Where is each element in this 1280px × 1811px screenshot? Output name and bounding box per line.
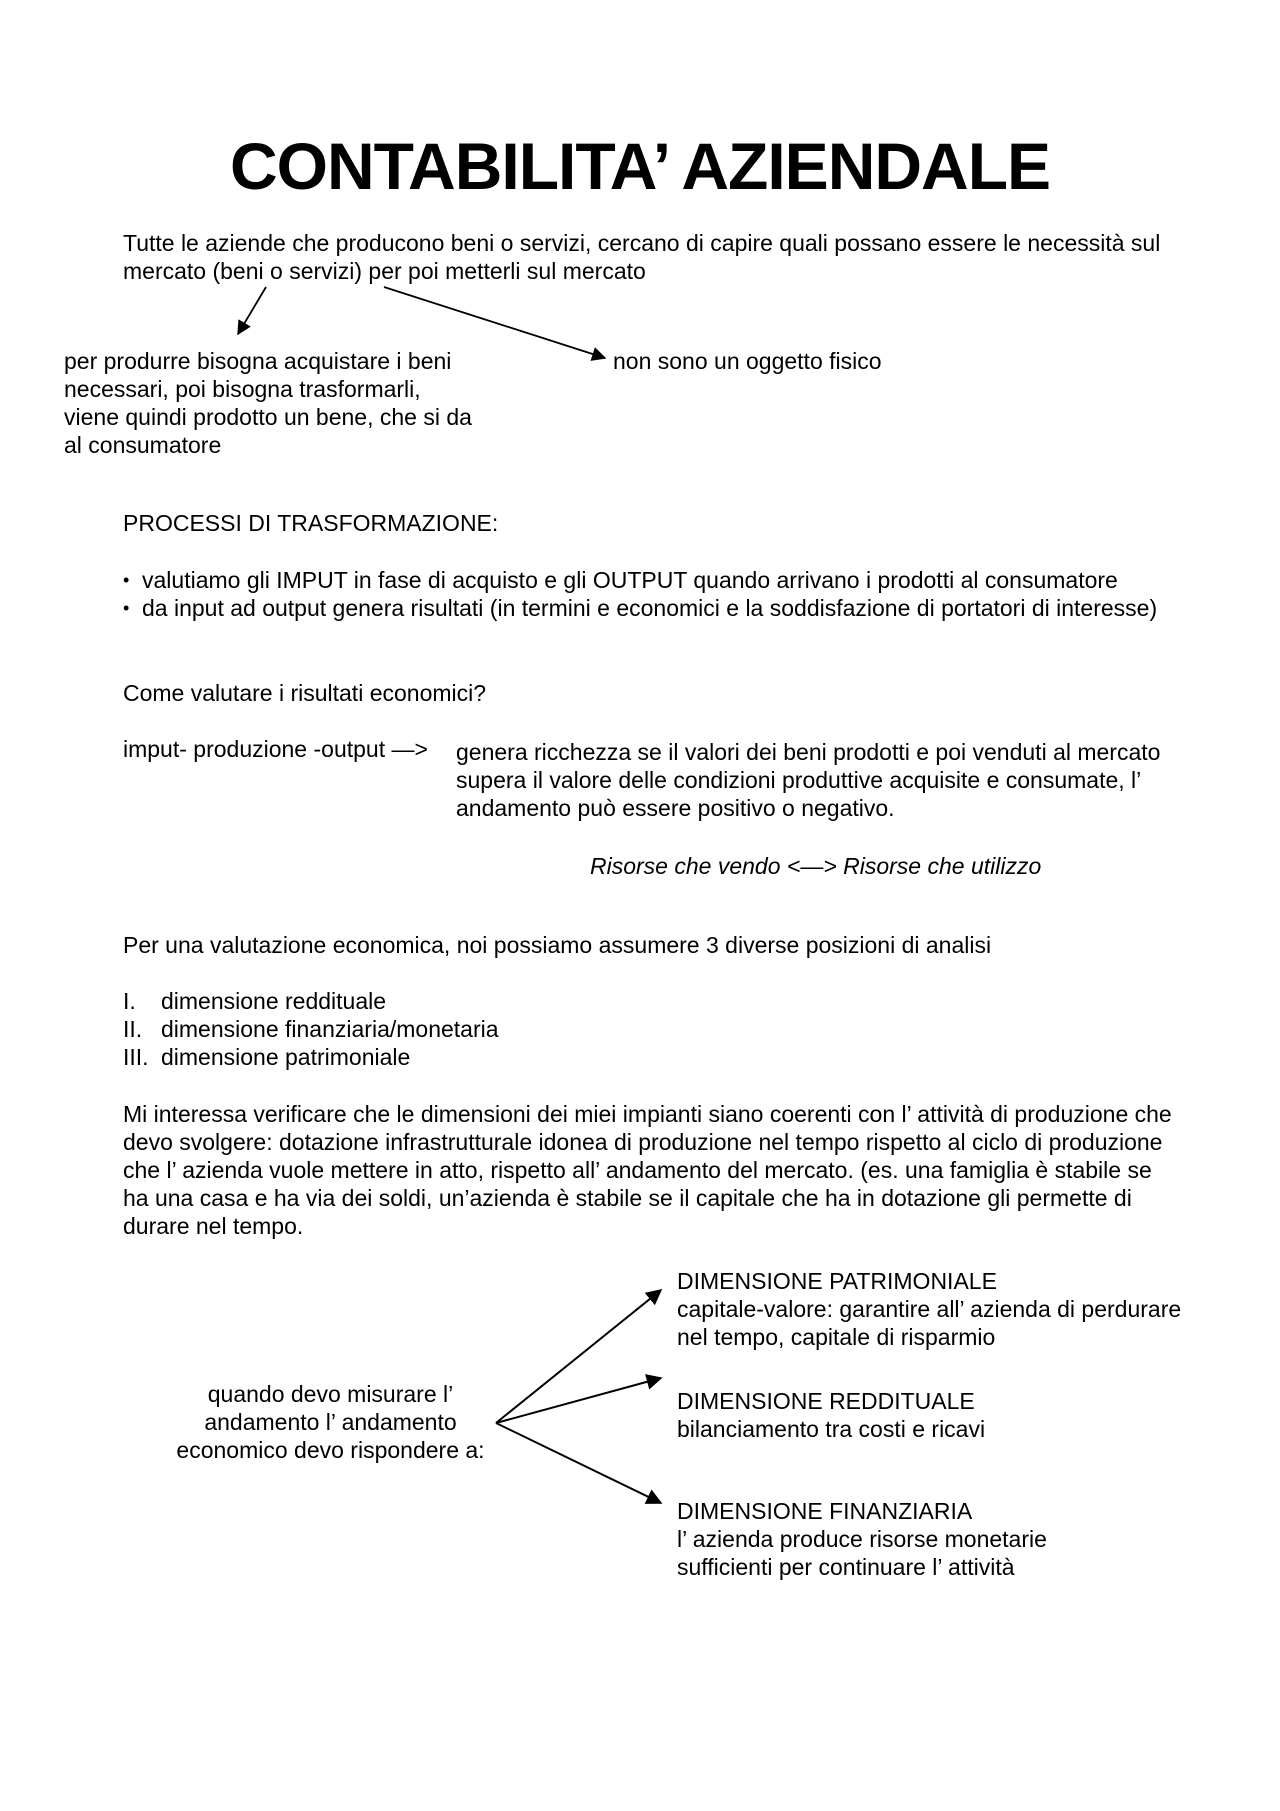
page-title: CONTABILITA’ AZIENDALE: [229, 129, 1051, 203]
target-heading: DIMENSIONE REDDITUALE: [677, 1388, 975, 1414]
list-item: [123, 1015, 499, 1043]
arrow-to-finanziaria: [496, 1423, 661, 1503]
arrow-to-left-branch: [238, 287, 266, 334]
list-number: II.: [123, 1016, 143, 1042]
list-text: dimensione finanziaria/monetaria: [161, 1016, 499, 1042]
flow-explanation: genera ricchezza se il valori dei beni prodotti e poi venduti al mercato supera il valore delle condizioni produttive acquisite e consumate, l’ andamento può essere positivo o negativo.: [456, 739, 1161, 821]
question-text: Come valutare i risultati economici?: [123, 680, 487, 706]
flow-label: imput- produzione -output —>: [123, 736, 428, 762]
target-text: l’ azienda produce risorse monetarie sufficienti per continuare l’ attività: [677, 1526, 1047, 1580]
target-heading: DIMENSIONE PATRIMONIALE: [677, 1268, 997, 1294]
risorse-caption: Risorse che vendo <—> Risorse che utilizzo: [590, 853, 1042, 879]
target-text: capitale-valore: garantire all’ azienda di perdurare nel tempo, capitale di risparmio: [677, 1296, 1182, 1350]
intro-paragraph: Tutte le aziende che producono beni o servizi, cercano di capire quali possano essere le necessità sul mercato (beni o servizi) per poi metterli sul mercato: [123, 230, 1161, 284]
process-bullet-list: [123, 566, 1173, 622]
branch-right-text: non sono un oggetto fisico: [613, 348, 882, 374]
diagram-target-finanziaria: [677, 1497, 1077, 1581]
target-text: bilanciamento tra costi e ricavi: [677, 1416, 986, 1442]
diagram-target-reddituale: [677, 1387, 1217, 1443]
list-item: [123, 1043, 499, 1071]
list-number: I.: [123, 988, 136, 1014]
dimensions-list: [123, 987, 499, 1071]
impianti-paragraph: Mi interessa verificare che le dimensioni dei miei impianti siano coerenti con l’ attività di produzione che devo svolgere: dotazione infrastrutturale idonea di produzione nel tempo rispetto al ciclo di produzione che l’ azienda vuole mettere in atto, rispetto all’ andamento del mercato. (es. una famiglia è stabile se ha una casa e ha via dei soldi, un’azienda è stabile se il capitale che ha in dotazione gli permette di durare nel tempo.: [123, 1101, 1172, 1239]
list-item: [123, 987, 499, 1015]
list-number: III.: [123, 1044, 149, 1070]
diagram-target-patrimoniale: [677, 1267, 1217, 1351]
list-text: dimensione reddituale: [161, 988, 387, 1014]
processi-heading: PROCESSI DI TRASFORMAZIONE:: [123, 510, 499, 536]
arrow-to-reddituale: [496, 1378, 661, 1423]
list-item: • da input ad output genera risultati (in termini e economici e la soddisfazione di portatori di interesse): [123, 594, 1173, 622]
arrow-to-patrimoniale: [496, 1290, 661, 1423]
valutazione-text: Per una valutazione economica, noi possiamo assumere 3 diverse posizioni di analisi: [123, 932, 992, 958]
list-text: dimensione patrimoniale: [161, 1044, 411, 1070]
diagram-source-text: quando devo misurare l’ andamento l’ andamento economico devo rispondere a:: [176, 1381, 485, 1463]
list-item: • valutiamo gli IMPUT in fase di acquisto e gli OUTPUT quando arrivano i prodotti al consumatore: [123, 566, 1173, 594]
branch-left-text: per produrre bisogna acquistare i beni necessari, poi bisogna trasformarli, viene quindi prodotto un bene, che si da al consumatore: [64, 348, 472, 458]
target-heading: DIMENSIONE FINANZIARIA: [677, 1498, 973, 1524]
